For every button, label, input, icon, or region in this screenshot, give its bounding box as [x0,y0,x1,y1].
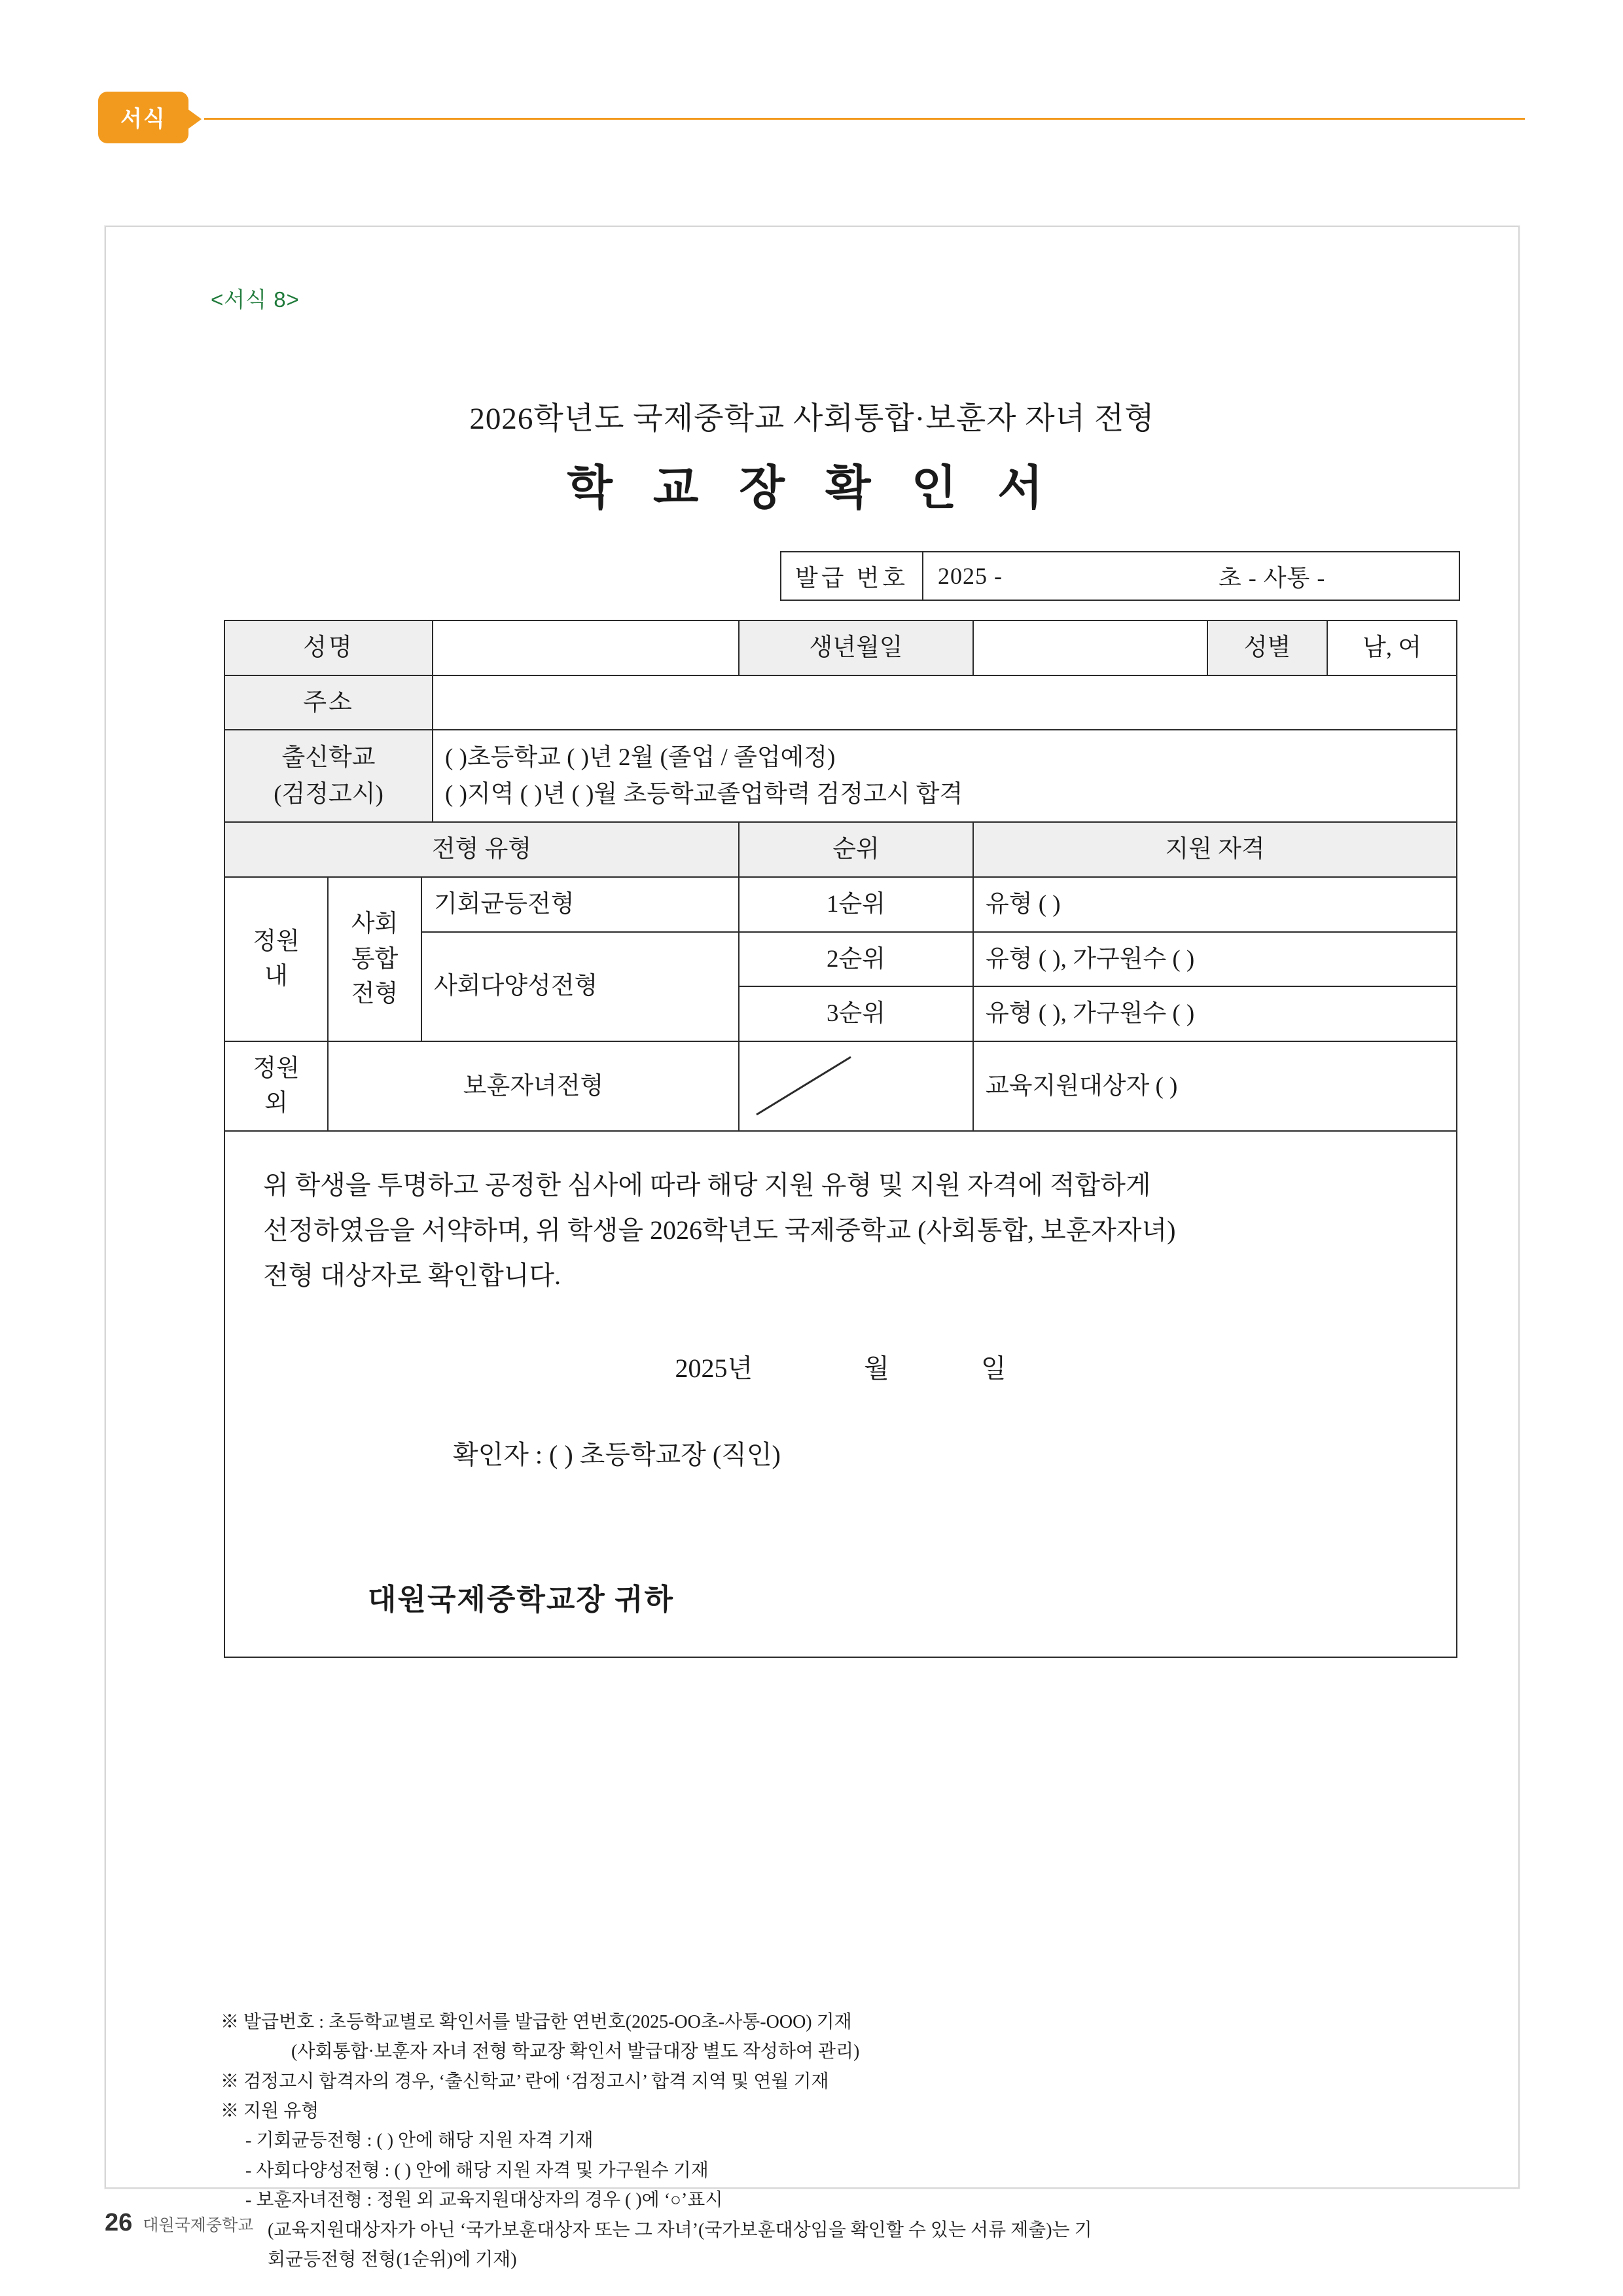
document-subtitle: 2026학년도 국제중학교 사회통합·보훈자 자녀 전형 [469,402,1155,436]
label-social-diversity: 사회다양성전형 [421,932,739,1041]
applicant-form-table [224,620,1457,1658]
date-day: 일 [980,1353,1007,1383]
table-row [224,675,1457,730]
label-address: 주소 [224,675,433,730]
statement-line-2: 선정하였음을 서약하며, 위 학생을 2026학년도 국제중학교 (사회통합, 보훈자자녀) [263,1215,1176,1245]
social-line2: 통합 [351,945,399,973]
rank-3: 3순위 [739,986,973,1041]
label-gender: 성별 [1207,620,1327,675]
field-address[interactable] [433,675,1457,730]
footnote-line: - 사회다양성전형 : ( ) 안에 해당 지원 자격 및 가구원수 기재 [245,2160,709,2181]
social-line3: 전형 [351,980,399,1008]
qualification-veteran[interactable]: 교육지원대상자 ( ) [973,1041,1457,1131]
table-row [224,730,1457,822]
label-quota-out [224,1041,328,1131]
document-sheet [105,226,1520,2270]
footnote-line: (사회통합·보훈자 자녀 전형 학교장 확인서 발급대장 별도 작성하여 관리) [291,2041,860,2062]
statement-cell [224,1131,1457,1657]
tab-arrow-icon [187,109,202,130]
label-name: 성명 [224,620,433,675]
table-row [224,822,1457,877]
label-birthdate: 생년월일 [739,620,973,675]
issue-number-box [780,551,1460,601]
diagonal-slash-icon [751,1052,856,1120]
statement-line-3: 전형 대상자로 확인합니다. [263,1260,562,1290]
footnote-line: 회균등전형 전형(1순위)에 기재) [268,2249,517,2270]
date-month: 월 [864,1353,889,1383]
statement-line-1: 위 학생을 투명하고 공정한 심사에 따라 해당 지원 유형 및 지원 자격에 적합하게 [263,1170,1151,1200]
section-tab-label: 서식 [98,92,188,143]
quota-out-line2: 외 [264,1090,288,1117]
footnote-line: (교육지원대상자가 아닌 ‘국가보훈대상자 또는 그 자녀’(국가보훈대상임을 확인할 수 있는 서류 제출)는 기 [268,2219,1092,2240]
quota-in-line2: 내 [264,963,288,990]
label-equal-opportunity: 기회균등전형 [421,877,739,932]
label-origin-school-line1: 출신학교 [281,744,376,772]
footnote-line: - 기회균등전형 : ( ) 안에 해당 지원 자격 기재 [245,2130,594,2151]
page-footer [105,2209,253,2237]
empty-diagonal-cell [739,1041,973,1131]
qualification-3[interactable]: 유형 ( ), 가구원수 ( ) [973,986,1457,1041]
quota-out-line1: 정원 [253,1054,300,1082]
footnote-line: - 보훈자녀전형 : 정원 외 교육지원대상자의 경우 ( )에 ‘○’표시 [245,2190,723,2211]
date-year: 2025년 [675,1353,753,1383]
header-qualification: 지원 자격 [973,822,1457,877]
header-admission-type: 전형 유형 [224,822,739,877]
signature-date[interactable] [237,1312,1444,1388]
label-quota-in [224,877,328,1041]
issue-suffix: 초 - 사통 - [1219,564,1326,591]
qualification-2[interactable]: 유형 ( ), 가구원수 ( ) [973,932,1457,987]
page-number: 26 [105,2209,133,2236]
confirmer-line[interactable]: 확인자 : ( ) 초등학교장 (직인) [453,1439,781,1469]
field-birthdate[interactable] [973,620,1207,675]
quota-in-line1: 정원 [253,927,300,955]
issue-year: 2025 - [938,563,1003,589]
footnote-line: ※ 지원 유형 [221,2101,319,2122]
footnotes [221,2007,1497,2274]
table-row [224,1131,1457,1657]
footer-school-name: 대원국제중학교 [143,2216,254,2234]
label-veteran-type: 보훈자녀전형 [328,1041,739,1131]
label-social-integration [328,877,421,1041]
statement-text [237,1141,1444,1311]
footnote-line: ※ 발급번호 : 초등학교별로 확인서를 발급한 연번호(2025-OO초-사통-OOO) 기재 [221,2012,852,2032]
table-row [224,877,1457,932]
table-row [224,620,1457,675]
tab-divider [204,118,1525,120]
addressee-line: 대원국제중학교장 귀하 [368,1583,674,1616]
table-row [224,1041,1457,1131]
social-line1: 사회 [351,910,399,937]
form-code: <서식 8> [211,287,300,312]
origin-school-line1: ( )초등학교 ( )년 2월 (졸업 / 졸업예정) [445,744,836,772]
label-origin-school-line2: (검정고시) [274,780,383,808]
field-name[interactable] [433,620,739,675]
qualification-1[interactable]: 유형 ( ) [973,877,1457,932]
field-gender[interactable]: 남, 여 [1327,620,1457,675]
issue-number-label: 발급 번호 [781,552,923,600]
field-origin-school[interactable] [433,730,1457,822]
issue-number-value[interactable] [923,552,1459,600]
origin-school-line2: ( )지역 ( )년 ( )월 초등학교졸업학력 검정고시 합격 [445,780,963,808]
header-rank: 순위 [739,822,973,877]
label-origin-school [224,730,433,822]
rank-1: 1순위 [739,877,973,932]
document-title: 학 교 장 확 인 서 [567,462,1058,514]
rank-2: 2순위 [739,932,973,987]
section-tab [98,92,1525,143]
footnote-line: ※ 검정고시 합격자의 경우, ‘출신학교’ 란에 ‘검정고시’ 합격 지역 및 연월 기재 [221,2071,829,2092]
